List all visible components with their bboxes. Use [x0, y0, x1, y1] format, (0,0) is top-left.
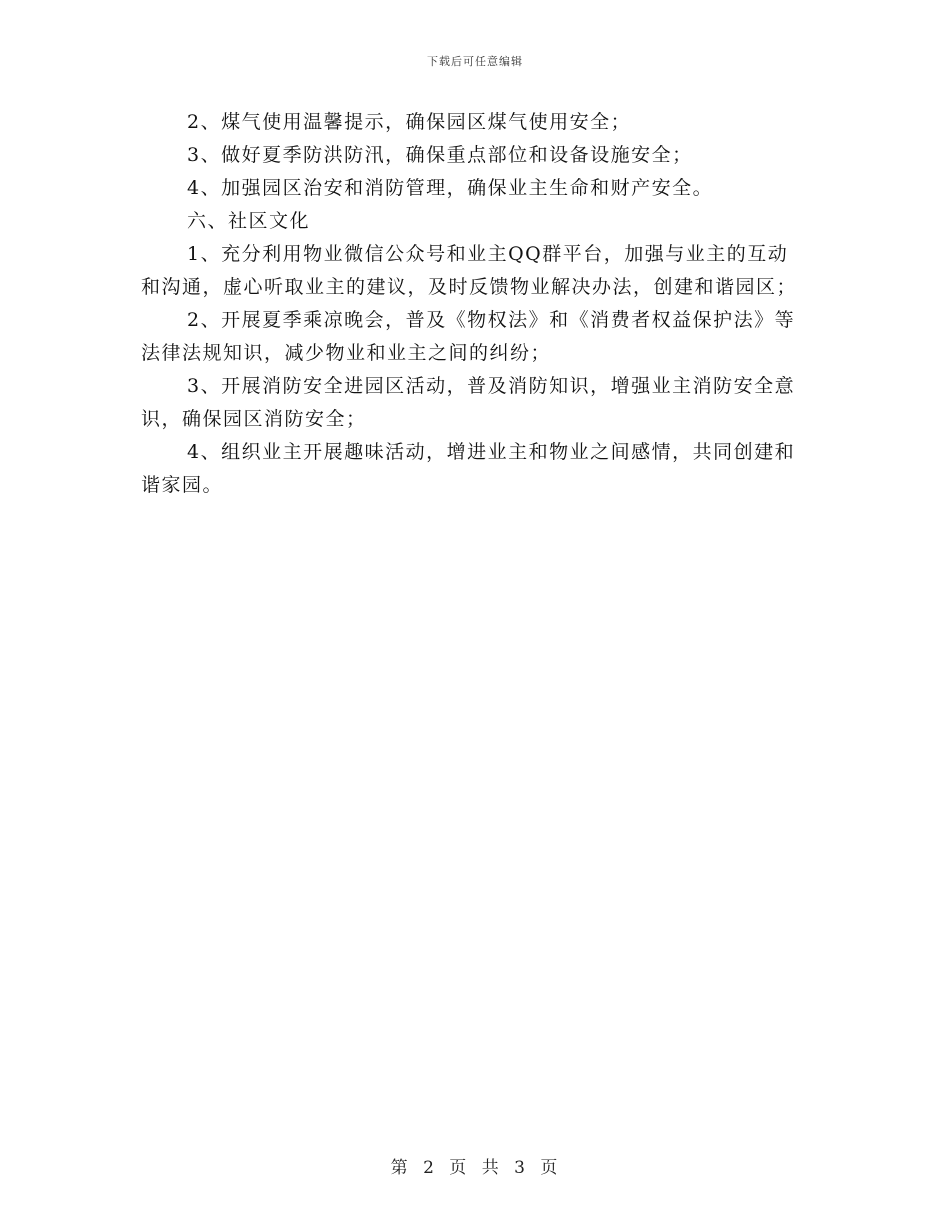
header-note: 下载后可任意编辑 — [427, 55, 523, 68]
paragraph-gas-safety: 2、煤气使用温馨提示，确保园区煤气使用安全； — [187, 111, 632, 133]
paragraph-security-fire: 4、加强园区治安和消防管理，确保业主生命和财产安全。 — [187, 177, 714, 199]
document-body — [141, 106, 807, 502]
paragraph-fire-safety-activity: 3、开展消防安全进园区活动，普及消防知识，增强业主消防安全意识，确保园区消防安全； — [141, 375, 796, 430]
section-heading-community-culture: 六、社区文化 — [187, 210, 311, 232]
paragraph-wechat-qq: 1、充分利用物业微信公众号和业主QQ群平台，加强与业主的互动和沟通，虚心听取业主的建议，及时反馈物业解决办法，创建和谐园区； — [141, 243, 798, 298]
paragraph-summer-evening: 2、开展夏季乘凉晚会，普及《物权法》和《消费者权益保护法》等法律法规知识，减少物业和业主之间的纠纷； — [141, 309, 796, 364]
page-number-footer: 第 2 页 共 3 页 — [390, 1158, 560, 1178]
paragraph-flood-prevention: 3、做好夏季防洪防汛，确保重点部位和设备设施安全； — [187, 144, 693, 166]
paragraph-fun-activities: 4、组织业主开展趣味活动，增进业主和物业之间感情，共同创建和谐家园。 — [141, 441, 796, 496]
